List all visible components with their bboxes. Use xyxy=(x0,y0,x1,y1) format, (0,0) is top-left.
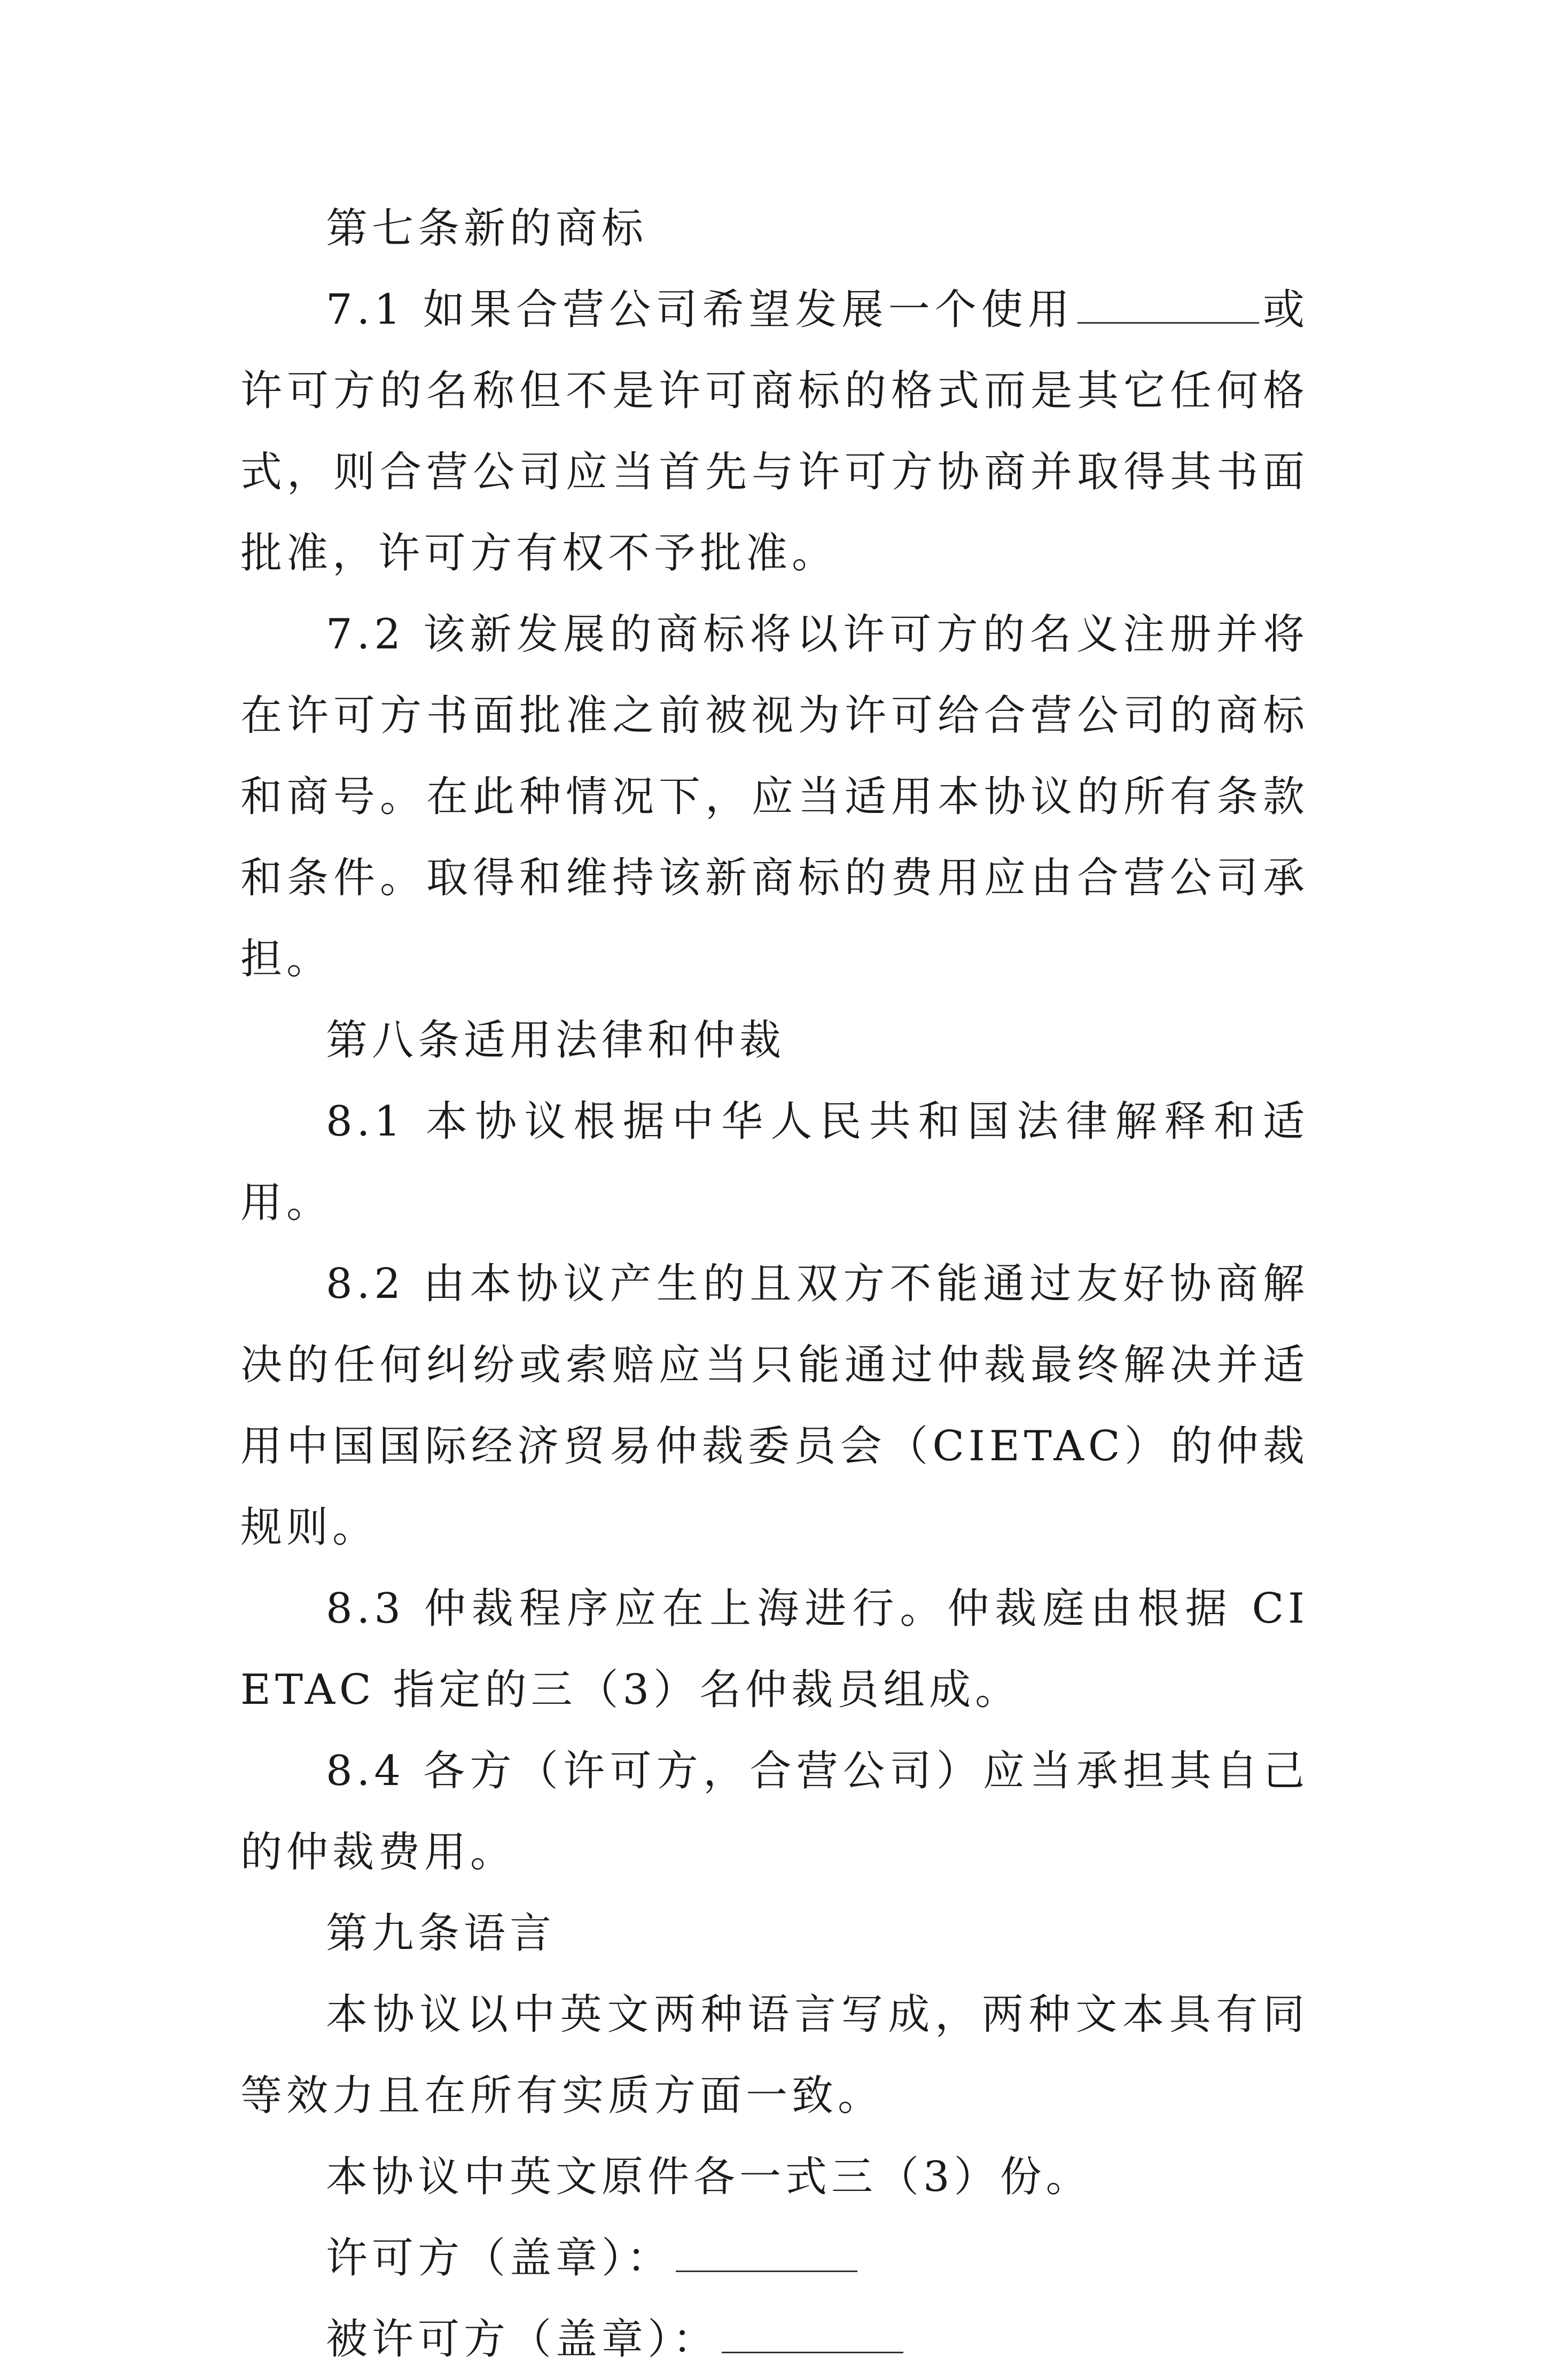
licensee-label: 被许可方（盖章）： xyxy=(326,2315,719,2363)
language-clause: 本协议以中英文两种语言写成，两种文本具有同等效力且在所有实质方面一致。 xyxy=(240,1991,1309,2120)
article-8-heading: 第八条适用法律和仲裁 xyxy=(326,1016,786,1064)
licensor-signature-line xyxy=(240,2218,1309,2299)
licensee-signature-line xyxy=(240,2299,1309,2380)
clause-8-2: 8.2 由本协议产生的且双方不能通过友好协商解决的任何纠纷或索赔应当只能通过仲裁最终解决并适用中国国际经济贸易仲裁委员会（CIETAC）的仲裁规则。 xyxy=(240,1260,1309,1552)
article-7-heading: 第七条新的商标 xyxy=(326,205,648,253)
clause-7-1-text-b: 或许可方的名称但不是许可商标的格式而是其它任何格式，则合营公司应当首先与许可方协商并取得其书面批准，许可方有权不予批准。 xyxy=(240,286,1309,577)
licensor-label: 许可方（盖章）： xyxy=(326,2234,673,2282)
blank-fill-line[interactable] xyxy=(1077,290,1259,324)
clause-8-1: 8.1 本协议根据中华人民共和国法律解释和适用。 xyxy=(240,1098,1309,1227)
clause-8-3: 8.3 仲裁程序应在上海进行。仲裁庭由根据 CIETAC 指定的三（3）名仲裁员组成。 xyxy=(240,1585,1309,1714)
document-page xyxy=(240,188,1309,2380)
clause-7-1 xyxy=(240,269,1309,594)
clause-7-2: 7.2 该新发展的商标将以许可方的名义注册并将在许可方书面批准之前被视为许可给合营公司的商标和商号。在此种情况下，应当适用本协议的所有条款和条件。取得和维持该新商标的费用应由合营公司承担。 xyxy=(240,610,1309,983)
clause-8-4: 8.4 各方（许可方，合营公司）应当承担其自己的仲裁费用。 xyxy=(240,1747,1309,1876)
clause-7-1-text-a: 7.1 如果合营公司希望发展一个使用 xyxy=(326,286,1074,334)
licensor-seal-blank[interactable] xyxy=(676,2238,857,2272)
article-9-heading: 第九条语言 xyxy=(326,1909,556,1958)
licensee-seal-blank[interactable] xyxy=(722,2320,903,2353)
originals-clause: 本协议中英文原件各一式三（3）份。 xyxy=(326,2153,1092,2201)
